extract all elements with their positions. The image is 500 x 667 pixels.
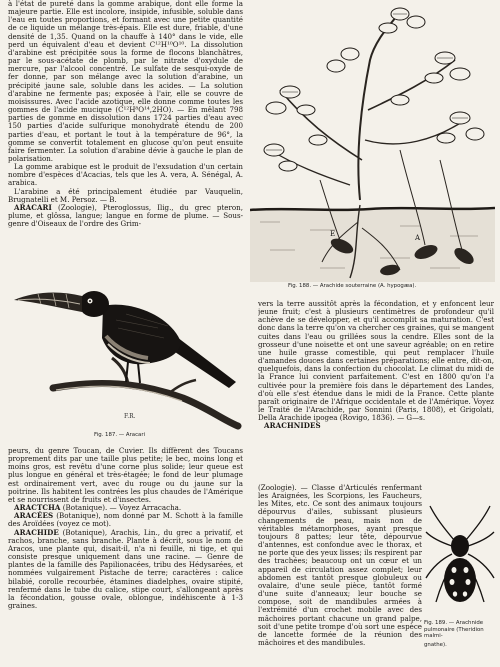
entry-aracari [8,204,243,228]
figure-aracari [8,270,243,446]
figure-arachnide [424,502,496,652]
entry-aracees [8,512,243,528]
entry-arachnides-head [258,422,494,430]
caption-fig189-line2: gnathe). [424,642,447,648]
headword-arachnides: ARACHNIDES [264,421,321,431]
caption-fig189-line1: Fig. 189. — Arachnide pulmonaire (Theridion malmi- [424,620,484,639]
left-column-top [8,0,243,268]
entry-arachnides-text: (Zoologie). — Classe d'Articulés renfermant les Araignées, les Scorpions, les Faucheurs, les Mites, etc. Ce sont des animaux toujours dépourvus d'ailes, subissant plusieurs changements de peau, mais non de véritables métamorphoses, ayant presque toujours 8 pattes; leur tête, dépourvue d'antennes, est confondue avec le thorax, et ne porte que des yeux lisses; ils respirent par des trachées; beaucoup ont un cœur et un appareil de circulation assez complet; leur abdomen est tantôt presque globuleux ou ovalaire, d'une seule pièce, tantôt formé d'une suite d'anneaux; leur bouche se compose, soit de mandibules armées à l'extrémité d'un crochet mobile avec des mâchoires portant chacune un grand palpe, soit d'une petite trompe d'où sort une espèce de lancette formée de la réunion des mâchoires et des mandibules. [258,484,422,647]
label-a: A [415,234,421,242]
headword-aracees: ARACÉES [14,511,54,521]
left-column-bottom [8,447,243,667]
spider-illustration [424,502,496,622]
arachide-illustration [250,0,495,282]
headword-arachide: ARACHIDE [14,527,59,537]
entry-arachide-text: (Botanique), Arachis, Lin., du grec a privatif, et rachos, branche, sans branche. Plante à décrit, sous le nom de Aracos, une plante qui, disait-il, n'a ni feuille, ni tige, et qui consiste presque uniquement dans une racine. — Genre de plantes de la famille des Papilionacées, tribu des Hédysarées, et nommées vulgairement Pistache de terre; caractères : calice bilabié, corolle recourbée, étamines diadelphes, ovaire stipité, renfermé dans le tube du calice, stipe court, s'allongeant après la fécondation, gousse ovale, oblongue, indéhiscente à 1-3 graines. [8,527,243,610]
label-e: E [330,230,336,238]
caption-fig188: Fig. 188. — Arachide souterraine (A. hypogæa). [288,283,417,289]
aracari-illustration [8,270,243,430]
entry-aracari-text: (Zoologie), Pteroglossus, Ilig., du grec pteron, plume, et glôssa, langue; langue en forme de plume. — Sous-genre d'Oiseaux de l'ordre des Grim- [8,202,243,229]
entry-aracees-text: (Botanique), nom donné par M. Schott à la famille des Aroïdées (voyez ce mot). [8,511,243,529]
paragraph-gomme-arabique: La gomme arabique est le produit de l'exsudation d'un certain nombre d'espèces d'Acacias, tels que les A. vera, A. Sénégal, A. arabica. [8,162,243,188]
right-column-narrow [258,484,422,667]
paragraph-arabine-etudiee: L'arabine a été principalement étudiée par Vauquelin, Brugnatelli et M. Persoz. — B. [8,186,243,204]
paragraph-aracari-cont: peurs, du genre Toucan, de Cuvier. Ils diffèrent des Toucans proprement dits par une taille plus petite; le bec, moins long et moins gros, est revêtu d'une corne plus solide; leur queue est plus longue en général et très-étagée; le fond de leur plumage est ordinairement vert, avec du rouge ou du jaune sur la poitrine. Ils habitent les contrées les plus chaudes de l'Amérique et se nourrissent de fruits et d'insectes. [8,447,243,504]
right-column-top [258,300,494,510]
headword-aractcha: ARACTCHA [14,503,61,513]
caption-fig187: Fig. 187. — Aracari [94,432,146,438]
entry-aractcha-text: (Botanique). — Voyez Arracacha. [62,503,182,513]
headword-aracari: ARACARI [14,202,52,212]
engraver-signature: F.R. [124,413,136,420]
paragraph-arachide-cont: vers la terre aussitôt après la fécondation, et y enfoncent leur jeune fruit; c'est à plusieurs centimètres de profondeur qu'il achève de se développer, et qu'il accomplit sa maturation. C'est donc dans la terre qu'on va chercher ces graines, qui se mangent cuites dans l'eau ou grillées sous la cendre. Elles sont de la grosseur d'une noisette et ont une saveur agréable; on en retire une huile grasse comestible, qui peut remplacer l'huile d'amandes douces dans certaines préparations; elle entre, dit-on, quelquefois, dans la confection du chocolat. Le climat du midi de la France lui convient parfaitement. C'est en 1800 qu'on l'a cultivée pour la première fois dans le département des Landes, d'où elle s'est étendue dans le midi de la France. Cette plante paraît originaire de l'Afrique occidentale et de l'Amérique. Voyez le Traité de l'Arachide, par Sonnini (Paris, 1808), et Grigolati, Della Arachide ipogea (Rovigo, 1836). — G—s. [258,300,494,423]
figure-arachide [250,0,495,296]
entry-arachide [8,529,243,611]
paragraph-arabine: à l'état de pureté dans la gomme arabique, dont elle forme la majeure partie. Elle est incolore, insipide, infusible, soluble dans l'eau en toutes proportions, et formant avec une petite quantité de ce liquide un mélange très-épais. Elle est dure, friable, d'une densité de 1,35. Quand on la chauffe à 140° dans le vide, elle perd un équivalent d'eau et devient C¹²H¹⁰O¹⁰. La dissolution d'arabine est précipitée sous la forme de flocons blanchâtres, par le sous-acétate de plomb, par le nitrate d'oxydule de mercure, par l'alcool concentré. Le sulfate de sesqui-oxyde de fer donne, par son mélange avec la solution d'arabine, un précipité jaune sale, soluble dans les acides. — La solution d'arabine ne fermente pas; exposée à l'air, elle se couvre de moisissures. Avec l'acide azotique, elle donne comme toutes les gommes de l'acide mucique (C¹²H⁸O¹⁴,2HO). — En mêlant 798 parties de gomme en dissolution dans 1724 parties d'eau avec 150 parties d'acide sulfurique monohydraté étendu de 200 parties d'eau, et portant le tout à la température de 96°, la gomme se convertit totalement en glucose qu'on peut ensuite faire fermenter. La solution d'arabine dévie à gauche le plan de polarisation. [8,0,243,163]
